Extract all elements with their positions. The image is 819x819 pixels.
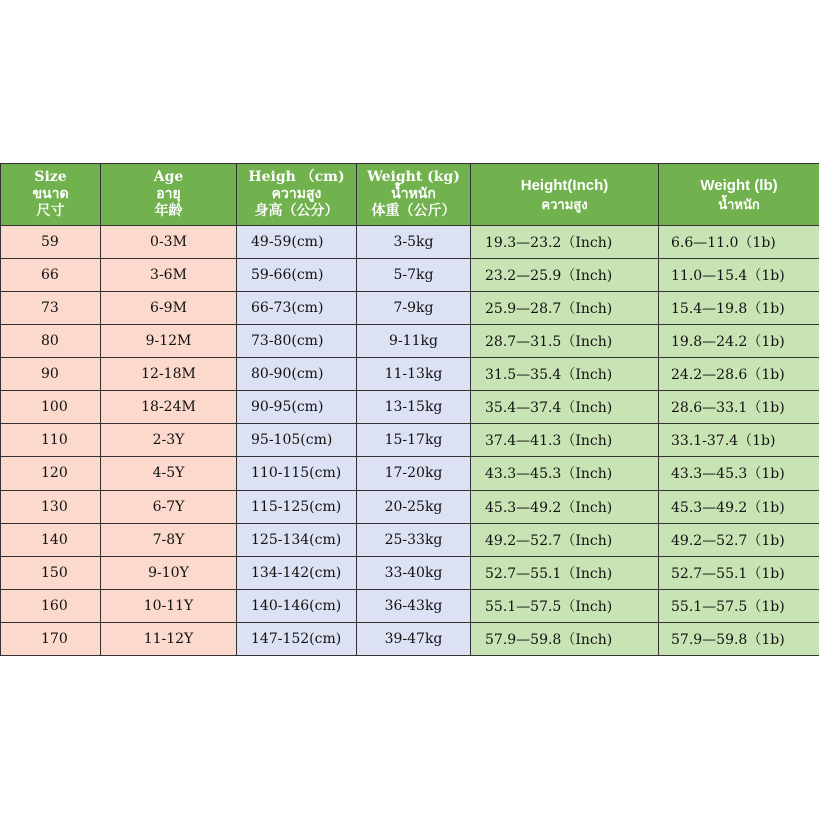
cell-weight-kg: 9-11kg bbox=[357, 325, 471, 358]
cell-size: 90 bbox=[1, 358, 101, 391]
header-weight-lb bbox=[659, 164, 819, 226]
cell-age: 6-7Y bbox=[101, 490, 237, 523]
header-height-cm bbox=[237, 164, 357, 226]
cell-age: 11-12Y bbox=[101, 622, 237, 655]
header-weight-kg bbox=[357, 164, 471, 226]
table-row bbox=[1, 226, 819, 259]
cell-height-cm: 49-59(cm) bbox=[237, 226, 357, 259]
cell-height-cm: 115-125(cm) bbox=[237, 490, 357, 523]
header-size-th: ขนาด bbox=[32, 186, 69, 202]
cell-height-cm: 125-134(cm) bbox=[237, 523, 357, 556]
table-row bbox=[1, 292, 819, 325]
cell-size: 130 bbox=[1, 490, 101, 523]
header-height-inch-th: ความสูง bbox=[541, 196, 588, 212]
cell-height-inch: 35.4—37.4（Inch) bbox=[471, 391, 659, 424]
cell-size: 59 bbox=[1, 226, 101, 259]
cell-weight-kg: 33-40kg bbox=[357, 556, 471, 589]
cell-size: 110 bbox=[1, 424, 101, 457]
cell-weight-lb: 43.3—45.3（1b) bbox=[659, 457, 819, 490]
cell-height-cm: 73-80(cm) bbox=[237, 325, 357, 358]
cell-age: 18-24M bbox=[101, 391, 237, 424]
header-height-cm-th: ความสูง bbox=[271, 186, 322, 202]
cell-height-inch: 19.3—23.2（Inch) bbox=[471, 226, 659, 259]
cell-height-inch: 49.2—52.7（Inch) bbox=[471, 523, 659, 556]
cell-age: 3-6M bbox=[101, 259, 237, 292]
cell-age: 0-3M bbox=[101, 226, 237, 259]
table-row bbox=[1, 391, 819, 424]
cell-age: 9-12M bbox=[101, 325, 237, 358]
cell-weight-lb: 6.6—11.0（1b) bbox=[659, 226, 819, 259]
cell-weight-lb: 24.2—28.6（1b) bbox=[659, 358, 819, 391]
cell-height-inch: 31.5—35.4（Inch) bbox=[471, 358, 659, 391]
header-age bbox=[101, 164, 237, 226]
cell-age: 10-11Y bbox=[101, 589, 237, 622]
cell-height-cm: 95-105(cm) bbox=[237, 424, 357, 457]
table-row bbox=[1, 457, 819, 490]
table-row bbox=[1, 589, 819, 622]
header-height-cm-zh: 身高（公分） bbox=[254, 203, 339, 219]
cell-height-cm: 66-73(cm) bbox=[237, 292, 357, 325]
header-age-en: Age bbox=[153, 169, 184, 185]
cell-height-cm: 147-152(cm) bbox=[237, 622, 357, 655]
cell-size: 100 bbox=[1, 391, 101, 424]
cell-weight-kg: 5-7kg bbox=[357, 259, 471, 292]
cell-size: 66 bbox=[1, 259, 101, 292]
table-row bbox=[1, 424, 819, 457]
table-row bbox=[1, 523, 819, 556]
header-weight-kg-en: Weight (kg) bbox=[367, 169, 460, 185]
cell-weight-lb: 28.6—33.1（1b) bbox=[659, 391, 819, 424]
cell-size: 150 bbox=[1, 556, 101, 589]
cell-height-inch: 25.9—28.7（Inch) bbox=[471, 292, 659, 325]
table-row bbox=[1, 556, 819, 589]
cell-weight-lb: 11.0—15.4（1b) bbox=[659, 259, 819, 292]
cell-weight-kg: 13-15kg bbox=[357, 391, 471, 424]
table-row bbox=[1, 622, 819, 655]
header-age-zh: 年龄 bbox=[154, 203, 183, 219]
cell-weight-kg: 20-25kg bbox=[357, 490, 471, 523]
cell-height-inch: 45.3—49.2（Inch) bbox=[471, 490, 659, 523]
header-weight-lb-en: Weight (lb) bbox=[700, 176, 778, 194]
cell-size: 140 bbox=[1, 523, 101, 556]
header-weight-kg-zh: 体重（公斤） bbox=[371, 203, 456, 219]
table-row bbox=[1, 490, 819, 523]
cell-age: 4-5Y bbox=[101, 457, 237, 490]
header-size-zh: 尺寸 bbox=[36, 203, 65, 219]
cell-weight-lb: 15.4—19.8（1b) bbox=[659, 292, 819, 325]
cell-weight-kg: 25-33kg bbox=[357, 523, 471, 556]
size-chart-table bbox=[0, 163, 819, 656]
table-row bbox=[1, 358, 819, 391]
cell-weight-lb: 49.2—52.7（1b) bbox=[659, 523, 819, 556]
cell-weight-kg: 15-17kg bbox=[357, 424, 471, 457]
cell-weight-kg: 36-43kg bbox=[357, 589, 471, 622]
cell-size: 170 bbox=[1, 622, 101, 655]
table-header-row bbox=[1, 164, 819, 226]
cell-height-cm: 59-66(cm) bbox=[237, 259, 357, 292]
cell-height-cm: 80-90(cm) bbox=[237, 358, 357, 391]
cell-height-inch: 28.7—31.5（Inch) bbox=[471, 325, 659, 358]
cell-height-inch: 43.3—45.3（Inch) bbox=[471, 457, 659, 490]
cell-height-inch: 55.1—57.5（Inch) bbox=[471, 589, 659, 622]
header-height-cm-en: Heigh （cm) bbox=[248, 169, 345, 185]
cell-weight-lb: 57.9—59.8（1b) bbox=[659, 622, 819, 655]
cell-height-inch: 57.9—59.8（Inch) bbox=[471, 622, 659, 655]
table-row bbox=[1, 259, 819, 292]
cell-height-cm: 110-115(cm) bbox=[237, 457, 357, 490]
cell-weight-lb: 52.7—55.1（1b) bbox=[659, 556, 819, 589]
cell-size: 73 bbox=[1, 292, 101, 325]
cell-height-inch: 52.7—55.1（Inch) bbox=[471, 556, 659, 589]
cell-size: 120 bbox=[1, 457, 101, 490]
table-row bbox=[1, 325, 819, 358]
cell-weight-kg: 39-47kg bbox=[357, 622, 471, 655]
cell-height-inch: 23.2—25.9（Inch) bbox=[471, 259, 659, 292]
cell-weight-kg: 17-20kg bbox=[357, 457, 471, 490]
header-height-inch-en: Height(Inch) bbox=[520, 176, 609, 194]
cell-height-cm: 134-142(cm) bbox=[237, 556, 357, 589]
header-weight-kg-th: น้ำหนัก bbox=[391, 186, 436, 202]
cell-weight-lb: 33.1-37.4（1b) bbox=[659, 424, 819, 457]
cell-size: 80 bbox=[1, 325, 101, 358]
cell-height-cm: 90-95(cm) bbox=[237, 391, 357, 424]
cell-weight-lb: 45.3—49.2（1b) bbox=[659, 490, 819, 523]
cell-weight-kg: 11-13kg bbox=[357, 358, 471, 391]
cell-weight-lb: 55.1—57.5（1b) bbox=[659, 589, 819, 622]
cell-age: 12-18M bbox=[101, 358, 237, 391]
cell-weight-kg: 3-5kg bbox=[357, 226, 471, 259]
header-size-en: Size bbox=[34, 169, 67, 185]
header-size bbox=[1, 164, 101, 226]
cell-age: 6-9M bbox=[101, 292, 237, 325]
cell-age: 7-8Y bbox=[101, 523, 237, 556]
cell-weight-lb: 19.8—24.2（1b) bbox=[659, 325, 819, 358]
cell-age: 2-3Y bbox=[101, 424, 237, 457]
cell-height-cm: 140-146(cm) bbox=[237, 589, 357, 622]
cell-height-inch: 37.4—41.3（Inch) bbox=[471, 424, 659, 457]
cell-age: 9-10Y bbox=[101, 556, 237, 589]
header-height-inch bbox=[471, 164, 659, 226]
header-age-th: อายุ bbox=[156, 186, 181, 202]
cell-weight-kg: 7-9kg bbox=[357, 292, 471, 325]
header-weight-lb-th: น้ำหนัก bbox=[718, 196, 760, 212]
cell-size: 160 bbox=[1, 589, 101, 622]
